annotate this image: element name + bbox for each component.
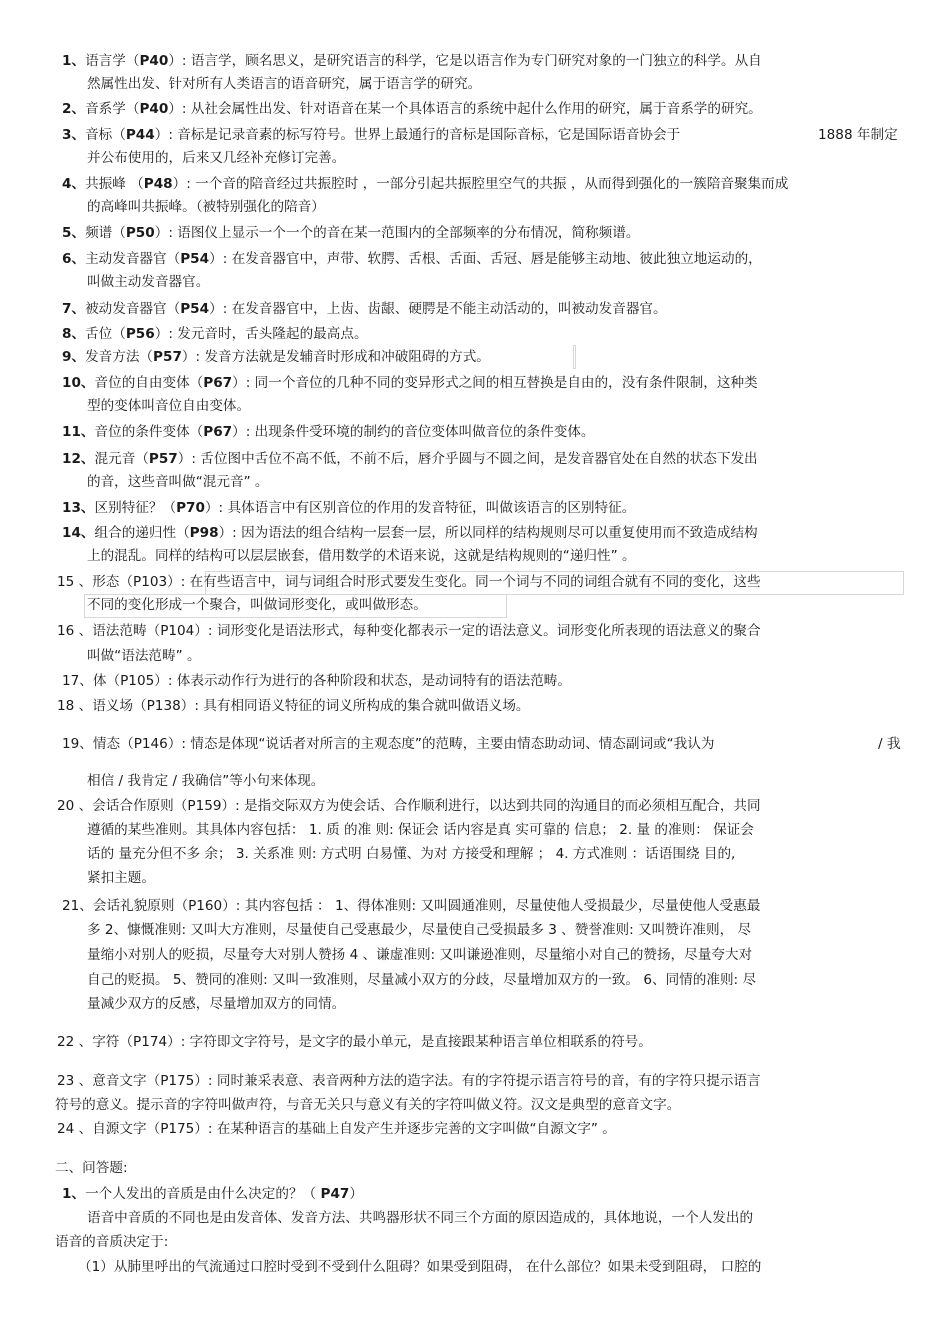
item-term: 语法范畴（	[92, 623, 161, 639]
item-term: 组合的递归性（	[94, 525, 190, 541]
item-term: 意音文字（	[92, 1073, 161, 1089]
item-6-line-1	[62, 248, 762, 271]
item-close: ）:	[167, 1034, 186, 1050]
item-close: ）:	[209, 251, 228, 267]
item-text: 具体语言中有区别音位的作用的发音特征，叫做该语言的区别特征。	[227, 500, 636, 516]
question-number: 1、	[62, 1186, 86, 1202]
item-close: ）:	[172, 176, 191, 192]
item-page: P44	[125, 127, 155, 143]
item-close: ）:	[168, 53, 187, 69]
item-23-line-1	[57, 1070, 761, 1093]
item-17-line-1	[62, 670, 571, 693]
item-close: ）:	[194, 1073, 213, 1089]
item-close: ）:	[167, 736, 187, 752]
item-text: 在某种语言的基础上自发产生并逐步完善的文字叫做“自源文字” 。	[216, 1121, 616, 1137]
item-number: 18 、	[57, 698, 93, 714]
item-page: P175	[160, 1121, 195, 1137]
item-close: ）:	[221, 798, 240, 814]
item-page: P67	[203, 375, 233, 391]
item-1-line-2: 然属性出发、针对所有人类语言的语音研究，属于语言学的研究。	[87, 76, 482, 92]
item-3-line-1b: 1888 年制定	[818, 127, 898, 143]
item-close: ）:	[232, 424, 251, 440]
item-number: 10、	[62, 375, 95, 391]
item-text: 从社会属性出发、针对语音在某一个具体语言的系统中起什么作用的研究，属于音系学的研究。	[190, 101, 762, 117]
item-text: 舌位图中舌位不高不低，不前不后，唇介乎圆与不圆之间，是发音器官处在自然的状态下发出	[200, 451, 758, 467]
item-text: 词形变化是语法形式，每种变化都表示一定的语法意义。词形变化所表现的语法意义的聚合	[216, 623, 761, 639]
item-text: 是指交际双方为使会话、合作顺利进行，以达到共同的沟通目的而必须相互配合，共同	[244, 798, 761, 814]
item-9-line-1	[62, 346, 490, 369]
item-19-line-1b: / 我	[878, 736, 901, 752]
question-close: ）	[349, 1186, 363, 1202]
item-text: 语言学，顾名思义，是研究语言的科学，它是以语言作为专门研究对象的一门独立的科学。从自	[190, 53, 762, 69]
item-close: ）:	[194, 623, 213, 639]
item-16-line-2: 叫做“语法范畴” 。	[87, 648, 201, 664]
item-14-line-1	[62, 522, 758, 545]
item-text: 一个音的陪音经过共振腔时 ，一部分引起共振腔里空气的共振 ，从而得到强化的一簇陪音聚集而成	[195, 176, 789, 192]
item-page: P40	[139, 101, 169, 117]
item-20-line-4: 紧扣主题。	[87, 870, 155, 886]
item-22-line-1	[57, 1031, 652, 1054]
item-number: 17、	[62, 673, 93, 689]
item-term: 混元音（	[94, 451, 149, 467]
item-term: 音系学（	[85, 101, 140, 117]
item-number: 9、	[62, 349, 86, 365]
item-term: 频谱（	[85, 225, 126, 241]
item-text: 其内容包括 ： 1、得体准则: 又叫圆通准则，尽量使他人受损最少，尽量使他人受惠最	[244, 898, 761, 914]
item-text: 同时兼采表意、表音两种方法的造字法。有的字符提示语言符号的音，有的字符只提示语言	[216, 1073, 761, 1089]
item-page: P175	[160, 1073, 195, 1089]
item-text: 在发音器官中，上齿、齿龈、硬腭是不能主动活动的，叫被动发音器官。	[231, 301, 667, 317]
item-page: P174	[133, 1034, 168, 1050]
item-term: 语言学（	[85, 53, 140, 69]
item-term: 被动发音器官（	[85, 301, 181, 317]
item-21-line-3: 量缩小对别人的贬损，尽量夸大对别人赞扬 4 、谦虚准则: 又叫谦逊准则，尽量缩小对自己的赞扬，尽量夸大对	[87, 947, 753, 963]
item-1-line-1	[62, 50, 762, 73]
item-number: 13、	[62, 500, 95, 516]
item-page: P54	[180, 301, 210, 317]
item-23-line-2: 符号的意义。提示音的字符叫做声符，与音无关只与意义有关的字符叫做义符。汉文是典型的意音文字。	[55, 1097, 681, 1113]
item-number: 4、	[62, 176, 86, 192]
item-text: 发音方法就是发辅音时形成和冲破阻碍的方式。	[204, 349, 490, 365]
item-close: ）:	[180, 698, 199, 714]
item-10-line-2: 型的变体叫音位自由变体。	[87, 398, 251, 414]
item-page: P105	[120, 673, 155, 689]
item-number: 19、	[62, 736, 93, 752]
item-18-line-1	[57, 695, 530, 718]
item-page: P104	[160, 623, 195, 639]
item-page: P159	[187, 798, 222, 814]
item-4-line-1	[62, 173, 788, 196]
item-text: 具有相同语义特征的词义所构成的集合就叫做语义场。	[203, 698, 530, 714]
item-term: 情态（	[92, 736, 134, 752]
item-text: 情态是体现“说话者对所言的主观态度”的范畴，主要由情态助动词、情态副词或“我认为	[190, 736, 715, 752]
item-number: 21、	[62, 898, 93, 914]
answer-line-3: （1）从肺里呼出的气流通过口腔时受到不受到什么阻碍？如果受到阻碍， 在什么部位？如果未受到阻碍， 口腔的	[78, 1259, 762, 1275]
item-page: P146	[133, 736, 168, 752]
item-page: P48	[143, 176, 173, 192]
item-text: 因为语法的组合结构一层套一层，所以同样的结构规则尽可以重复使用而不致造成结构	[241, 525, 758, 541]
item-text: 语图仪上显示一个一个的音在某一范围内的全部频率的分布情况，简称频谱。	[177, 225, 640, 241]
item-3-line-2: 并公布使用的，后来又几经补充修订完善。	[87, 150, 346, 166]
item-21-line-5: 量减少双方的反感，尽量增加双方的同情。	[87, 996, 346, 1012]
item-page: P98	[189, 525, 219, 541]
item-20-line-1	[57, 795, 761, 818]
item-term: 语义场（	[92, 698, 147, 714]
item-15-line-1	[57, 571, 761, 594]
item-close: ）:	[154, 326, 173, 342]
item-5-line-1	[62, 222, 639, 245]
item-20-line-3: 话的 量充分但不多 余； 3. 关系准 则: 方式明 白易懂、为对 方接受和理解 ； 4. 方式准则 ：话语围绕 目的,	[87, 846, 736, 862]
item-text: 出现条件受环境的制约的音位变体叫做音位的条件变体。	[254, 424, 595, 440]
answer-line-2: 语音的音质决定于:	[55, 1234, 169, 1250]
item-term: 会话礼貌原则（	[92, 898, 189, 914]
item-7-line-1	[62, 298, 667, 321]
item-text: 体表示动作行为进行的各种阶段和状态，是动词特有的语法范畴。	[176, 673, 571, 689]
item-4-line-2: 的高峰叫共振峰。（被特别强化的陪音）	[87, 199, 325, 215]
item-page: P40	[139, 53, 169, 69]
item-page: P160	[188, 898, 223, 914]
item-20-line-2: 遵循的某些准则。其具体内容包括： 1. 质 的准 则: 保证会 话内容是真 实可靠的 信息； 2. 量 的准则： 保证会	[87, 822, 754, 838]
item-term: 音位的条件变体（	[94, 424, 204, 440]
item-page: P50	[125, 225, 155, 241]
item-21-line-1	[62, 895, 760, 918]
item-term: 舌位（	[85, 326, 126, 342]
item-number: 11、	[62, 424, 95, 440]
item-24-line-1	[57, 1118, 616, 1141]
item-close: ）:	[181, 349, 201, 365]
item-close: ）:	[168, 101, 187, 117]
item-number: 8、	[62, 326, 86, 342]
item-term: 主动发音器官（	[85, 251, 181, 267]
item-16-line-1	[57, 620, 761, 643]
item-page: P67	[203, 424, 233, 440]
item-page: P57	[148, 451, 178, 467]
item-21-line-2: 多 2、慷慨准则: 又叫大方准则，尽量使自己受惠最少，尽量使自己受损最多 3 、赞誉准则: 又叫赞许准则， 尽	[87, 922, 752, 938]
question-text: 一个人发出的音质是由什么决定的？（	[85, 1186, 317, 1202]
item-close: ）:	[222, 898, 241, 914]
item-page: P56	[125, 326, 155, 342]
item-14-line-2: 上的混乱。同样的结构可以层层嵌套，借用数学的术语来说，这就是结构规则的“递归性” 。	[87, 548, 636, 564]
item-number: 1、	[62, 53, 86, 69]
item-page: P103	[133, 574, 168, 590]
item-number: 5、	[62, 225, 86, 241]
item-number: 6、	[62, 251, 86, 267]
item-15-line-2: 不同的变化形成一个聚合，叫做词形变化，或叫做形态。	[87, 597, 427, 613]
item-term: 字符（	[92, 1034, 133, 1050]
item-number: 7、	[62, 301, 86, 317]
item-text: 同一个音位的几种不同的变异形式之间的相互替换是自由的，没有条件限制，这种类	[254, 375, 758, 391]
item-13-line-1	[62, 497, 635, 520]
item-number: 20 、	[57, 798, 93, 814]
scan-box-1	[573, 345, 576, 369]
item-term: 音位的自由变体（	[94, 375, 204, 391]
item-term: 会话合作原则（	[92, 798, 188, 814]
question-1	[62, 1183, 363, 1206]
item-12-line-1	[62, 448, 758, 471]
item-close: ）:	[154, 127, 173, 143]
item-close: ）:	[218, 525, 237, 541]
item-text: 发元音时，舌头隆起的最高点。	[177, 326, 368, 342]
item-number: 24 、	[57, 1121, 93, 1137]
item-page: P138	[146, 698, 181, 714]
answer-line-1: 语音中音质的不同也是由发音体、发音方法、共鸣器形状不同三个方面的原因造成的，具体地说，一个人发出的	[87, 1210, 754, 1226]
item-close: ）:	[154, 673, 173, 689]
item-page: P70	[176, 500, 205, 516]
item-term: 形态（	[92, 574, 133, 590]
item-text: 音标是记录音素的标写符号。世界上最通行的音标是国际音标，它是国际语音协会于	[177, 127, 681, 143]
item-number: 22 、	[57, 1034, 93, 1050]
item-21-line-4: 自己的贬损。 5、赞同的准则: 又叫一致准则，尽量减小双方的分歧，尽量增加双方的一致。 6、同情的准则: 尽	[87, 972, 757, 988]
item-close: ）:	[232, 375, 251, 391]
item-text: 字符即文字符号，是文字的最小单元，是直接跟某种语言单位相联系的符号。	[189, 1034, 652, 1050]
item-12-line-2: 的音，这些音叫做“混元音” 。	[87, 474, 269, 490]
item-8-line-1	[62, 323, 368, 346]
item-close: ）:	[194, 1121, 213, 1137]
item-number: 2、	[62, 101, 86, 117]
item-page: P54	[180, 251, 210, 267]
item-19-line-2: 相信 / 我肯定 / 我确信”等小句来体现。	[87, 773, 325, 789]
item-19-line-1	[62, 733, 714, 756]
item-close: ）:	[209, 301, 228, 317]
item-10-line-1	[62, 372, 758, 395]
item-number: 14、	[62, 525, 95, 541]
item-text: 在有些语言中，词与词组合时形式要发生变化。同一个词与不同的词组合就有不同的变化，这些	[189, 574, 761, 590]
item-number: 16 、	[57, 623, 93, 639]
item-page: P57	[153, 349, 182, 365]
item-3-line-1	[62, 124, 680, 147]
item-close: ）:	[167, 574, 186, 590]
item-term: 共振峰 （	[85, 176, 144, 192]
item-close: ）:	[177, 451, 196, 467]
question-page: P47	[320, 1186, 350, 1202]
item-number: 23 、	[57, 1073, 93, 1089]
item-term: 体（	[92, 673, 121, 689]
item-term: 自源文字（	[92, 1121, 161, 1137]
item-term: 区别特征？（	[94, 500, 177, 516]
section-2-heading: 二、问答题:	[55, 1160, 128, 1176]
item-11-line-1	[62, 421, 595, 444]
item-number: 15 、	[57, 574, 93, 590]
item-number: 12、	[62, 451, 95, 467]
item-term: 音标（	[85, 127, 126, 143]
item-close: ）:	[204, 500, 224, 516]
item-number: 3、	[62, 127, 86, 143]
item-6-line-2: 叫做主动发音器官。	[87, 274, 210, 290]
item-text: 在发音器官中，声带、软腭、舌根、舌面、舌冠、唇是能够主动地、彼此独立地运动的，	[231, 251, 762, 267]
item-2-line-1	[62, 98, 762, 121]
item-close: ）:	[154, 225, 173, 241]
item-term: 发音方法（	[85, 349, 154, 365]
